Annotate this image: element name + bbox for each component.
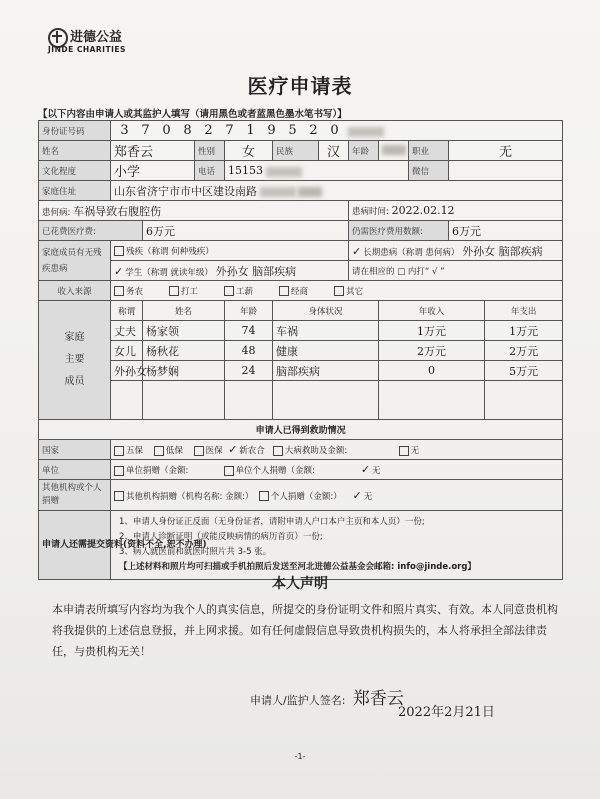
address-value[interactable] [111,181,563,201]
family-cell[interactable] [379,381,485,420]
redacted-address [260,187,296,197]
name-label: 姓名 [39,141,111,161]
family-row-2 [39,341,563,361]
name-row [39,141,563,161]
aid-unit-row [39,460,563,480]
ethnicity-label: 民族 [273,141,319,161]
family-header-income: 年收入 [379,301,485,321]
income-option: 务农 [126,286,144,297]
ethnicity-value[interactable]: 汉 [319,141,349,161]
signature-date[interactable]: 2022年2月21日 [398,705,495,720]
form-title: 医疗申请表 [247,74,353,98]
gender-value[interactable]: 女 [225,141,273,161]
family-cell[interactable]: 24 [225,361,273,381]
income-row [39,281,563,301]
redacted-id [348,127,384,137]
family-cell[interactable]: 车祸 [273,321,379,341]
onset-label: 患病时间: [352,207,389,217]
family-cell[interactable]: 杨家领 [143,321,225,341]
family-row-empty [39,381,563,420]
education-label: 文化程度 [39,161,111,181]
check-mark-icon: ✓ [352,488,362,502]
unit-label: 单位 [39,460,111,480]
declaration-body: 本申请表所填写内容均为我个人的真实信息，所提交的身份证明文件和照片真实、有效。本人同意贵机构将我提供的上述信息登报，并上网求援。如有任何虚假信息导致贵机构损失的，本人将承担全部法律责任，与贵机构无关！ [52,603,558,658]
signature-label: 申请人/监护人签名: [250,694,346,707]
family-cell[interactable]: 丈夫 [111,321,143,341]
income-option: 其它 [346,286,364,297]
id-digit: 0 [162,123,171,138]
redacted-age [382,145,406,155]
id-digit: 9 [267,123,276,138]
disabled-option[interactable] [111,241,349,261]
unit-option: 单位捐赠（金额: [126,466,189,476]
income-option: 工薪 [236,286,254,297]
check-mark-icon: ✓ [352,244,362,258]
phone-text: 15153 [228,164,263,177]
application-table [38,120,563,580]
id-digit: 8 [183,123,192,138]
aid-title: 申请人已得到救助情况 [39,420,563,440]
family-illness-row-2 [39,261,563,281]
family-header-name: 姓名 [143,301,225,321]
country-option: 五保 [126,446,144,456]
need-label: 仍需医疗费用数额: [349,221,449,241]
id-digits [114,123,345,138]
aid-other-row [39,480,563,511]
disabled-option-label: 残疾（称谓 何种残疾） [126,246,214,257]
occupation-value[interactable]: 无 [449,141,563,161]
checkbox-icon[interactable] [224,286,234,296]
check-mark-icon: ✓ [114,264,124,278]
income-options[interactable] [111,281,563,301]
country-options[interactable] [111,440,563,460]
logo-en: JINDE CHARITIES [48,45,126,54]
checkbox-icon[interactable] [399,446,409,456]
check-note: 请在相应的 □ 内打“ √ ” [349,261,563,281]
checkbox-icon[interactable] [114,246,124,256]
age-value[interactable] [379,141,409,161]
disease-cell[interactable] [39,201,349,221]
id-row [39,121,563,141]
materials-label: 申请人还需提交资料(资料不全,恕不办理) [39,511,111,580]
checkbox-icon[interactable] [169,286,179,296]
checkbox-icon[interactable] [194,446,204,456]
id-digit: 3 [120,123,129,138]
checkbox-icon[interactable] [224,466,234,476]
family-cell[interactable]: 74 [225,321,273,341]
family-cell[interactable] [485,381,563,420]
checkbox-icon[interactable] [114,491,124,501]
other-option: 其他机构捐赠（机构名称: 金额:） [126,491,254,502]
id-value[interactable] [111,121,563,141]
name-value[interactable]: 郑香云 [111,141,195,161]
chronic-option-label: 长期患病（称谓 患何病） [363,247,460,258]
id-digit: 7 [141,123,150,138]
address-row [39,181,563,201]
family-header-relation: 称谓 [111,301,143,321]
checkbox-icon[interactable] [114,286,124,296]
id-digit: 1 [246,123,255,138]
unit-option: 单位个人捐赠（金额: [235,466,315,476]
country-option: 低保 [165,446,183,456]
id-digit: 2 [309,123,318,138]
cost-row [39,221,563,241]
redacted-address-2 [298,187,322,197]
family-cell[interactable]: 外孙女 [111,361,143,381]
signature-value[interactable]: 郑香云 [352,689,404,709]
education-row [39,161,563,181]
family-cell[interactable] [225,381,273,420]
checkbox-icon[interactable] [279,286,289,296]
materials-email-note: 【上述材料和照片均可扫描或手机拍照后发送至河北进德公益基金会邮箱: info@jinde.org】 [119,562,476,572]
gender-label: 性别 [195,141,225,161]
spent-label: 已花费医疗费: [39,221,143,241]
other-options[interactable] [111,480,563,511]
student-value: 外孙女 脑部疾病 [215,264,297,278]
family-cell[interactable]: 5万元 [485,361,563,381]
income-option: 经商 [291,286,309,297]
family-label: 家庭 主要 成员 [39,301,111,420]
other-label: 其他机构或个人捐赠 [39,480,111,511]
family-cell[interactable]: 杨梦娴 [143,361,225,381]
family-cell[interactable]: 杨秋花 [143,341,225,361]
family-cell[interactable]: 脑部疾病 [273,361,379,381]
chronic-option[interactable] [349,241,563,261]
family-cell[interactable]: 1万元 [379,321,485,341]
id-digit: 2 [204,123,213,138]
unit-options[interactable] [111,460,563,480]
country-option: 无 [410,446,420,456]
family-cell[interactable]: 48 [225,341,273,361]
income-option: 打工 [181,286,199,297]
disease-label: 患何病: [42,207,71,218]
materials-item: 3、病人就医前和就医时照片共 3-5 张。 [119,547,272,557]
checkbox-icon[interactable] [334,286,344,296]
address-text: 山东省济宁市市中区建设南路 [114,184,257,198]
wechat-value[interactable] [449,161,563,181]
family-cell[interactable]: 女儿 [111,341,143,361]
form-instruction: 【以下内容由申请人或其监护人填写（请用黑色或者蓝黑色墨水笔书写）】 [38,109,347,120]
family-illness-row-1 [39,241,563,261]
checkbox-icon[interactable] [259,491,269,501]
checkbox-icon[interactable] [114,466,124,476]
other-option: 个人捐赠（金额:） [270,491,342,502]
family-header-health: 身体状况 [273,301,379,321]
family-header-expense: 年支出 [485,301,563,321]
family-cell[interactable]: 0 [379,361,485,381]
family-cell[interactable] [273,381,379,420]
age-label: 年龄 [349,141,379,161]
student-option-label: 学生（称谓 就读年级） [125,267,213,278]
onset-value: 2022.02.12 [391,204,455,217]
id-digit: 7 [225,123,234,138]
family-cell[interactable]: 健康 [273,341,379,361]
family-header-row [39,301,563,321]
country-option: 新农合 [239,446,265,456]
occupation-label: 职业 [409,141,449,161]
country-option: 医保 [205,446,223,456]
checkbox-icon[interactable] [273,446,283,456]
materials-item: 1、申请人身份证正反面（无身份证者，请附申请人户口本户主页和本人页）一份; [119,517,425,527]
unit-option: 无 [372,466,381,476]
chronic-value: 外孙女 脑部疾病 [462,244,543,258]
country-option: 大病救助及金额: [284,446,348,456]
wechat-label: 微信 [409,161,449,181]
check-mark-icon: ✓ [228,443,238,456]
checkbox-icon[interactable] [154,446,164,456]
student-option[interactable] [111,261,349,281]
checkbox-icon[interactable] [114,446,124,456]
id-digit: 5 [288,123,297,138]
onset-cell[interactable] [349,201,563,221]
aid-title-row [39,420,563,440]
redacted-phone [266,167,302,177]
family-disabled-label: 家庭成员有无残疾患病 [39,241,111,281]
family-cell[interactable]: 2万元 [485,341,563,361]
phone-value[interactable] [225,161,409,181]
spent-value[interactable]: 6万元 [143,221,349,241]
signature-line [250,684,404,709]
other-option: 无 [363,491,373,502]
aid-country-row [39,440,563,460]
income-label: 收入来源 [39,281,111,301]
disease-value: 车祸导致右腹腔伤 [73,204,162,218]
need-value[interactable]: 6万元 [449,221,563,241]
materials-row [39,511,563,580]
materials-item: 2、申请人诊断证明（或能反映病情的病历首页）一份; [119,532,323,542]
declaration-title: 本人声明 [272,576,328,592]
family-cell[interactable]: 2万元 [379,341,485,361]
phone-label: 电话 [195,161,225,181]
logo-zh: 进德公益 [70,30,123,45]
family-cell[interactable] [143,381,225,420]
check-mark-icon: ✓ [360,463,371,476]
family-cell[interactable]: 1万元 [485,321,563,341]
family-cell[interactable] [111,381,143,420]
family-header-age: 年龄 [225,301,273,321]
family-row-3 [39,361,563,381]
page-number: -1- [294,752,306,761]
country-label: 国家 [39,440,111,460]
family-row-1 [39,321,563,341]
address-label: 家庭住址 [39,181,111,201]
id-digit: 0 [330,123,339,138]
id-label: 身份证号码 [39,121,111,141]
education-value[interactable]: 小学 [111,161,195,181]
materials-list [111,511,563,580]
disease-row [39,201,563,221]
